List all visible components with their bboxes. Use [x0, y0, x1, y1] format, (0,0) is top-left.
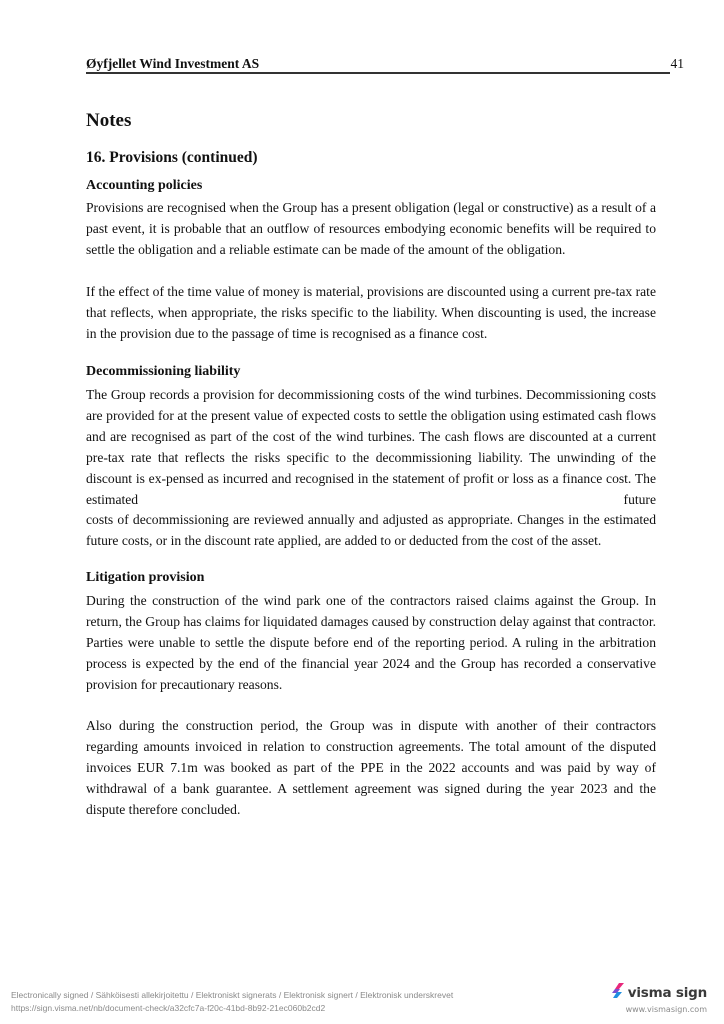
litigation-para-2: Also during the construction period, the Group was in dispute with another of their contractors regarding amounts invoiced in relation to construction agreements. The total amount of the disputed invoices EUR 7.1m was booked as part of the PPE in the 2022 accounts and was paid by way of withdrawal of a bank guarantee. A settlement agreement was signed during the year 2023 and the dispute therefore concluded.	[86, 718, 656, 817]
accounting-policies-para-1: Provisions are recognised when the Group has a present obligation (legal or constructive) as a result of a past event, it is probable that an outflow of resources embodying economic benefits will be required to settle the obligation and a reliable estimate can be made of the amount of the obligation.	[86, 200, 656, 257]
litigation-para-1: During the construction of the wind park one of the contractors raised claims against the Group. In return, the Group has claims for liquidated damages caused by construction delay against that contractor. Parties were unable to settle the dispute before end of the reporting period. A ruling in the arbitration process is expected by the end of the financial year 2024 and the Group has recorded a conservative provision for precautionary reasons.	[86, 593, 657, 692]
page-number: 41	[670, 56, 684, 71]
brand-url[interactable]: www.vismasign.com	[625, 1005, 707, 1014]
decommissioning-para-1: The Group records a provision for decommissioning costs of the wind turbines. Decommissioning costs are provided for at the present value of expected costs to settle the obligation using estimated cash flows and are recognised as part of the cost of the wind turbines. The cash flows are discounted at a current pre-tax rate that reflects the risks specific to the decommissioning liability. The unwinding of the discount is ex-pensed as incurred and recognised in the statement of profit or loss as a finance cost. The estimated future	[86, 387, 656, 507]
visma-sign-brand	[612, 983, 707, 1014]
decommissioning-heading: Decommissioning liability	[86, 364, 241, 379]
signed-notice: Electronically signed / Sähköisesti allekirjoitettu / Elektroniskt signerats / Elektronisk signert / Elektronisk underskrevet	[11, 990, 454, 1000]
visma-sign-logo-icon	[612, 983, 624, 1002]
section-title: 16. Provisions (continued)	[86, 149, 258, 166]
signature-footer	[11, 989, 453, 1015]
page-header	[86, 56, 684, 74]
header-rule	[86, 72, 670, 74]
litigation-heading: Litigation provision	[86, 570, 205, 585]
brand-name: visma sign	[627, 984, 707, 1001]
decommissioning-para-2: costs of decommissioning are reviewed annually and adjusted as appropriate. Changes in the estimated future costs, or in the discount rate applied, are added to or deducted from the cost of the asset.	[86, 512, 656, 548]
accounting-policies-heading: Accounting policies	[86, 178, 203, 193]
accounting-policies-para-2: If the effect of the time value of money is material, provisions are discounted using a current pre-tax rate that reflects, when appropriate, the risks specific to the liability. When discounting is used, the increase in the provision due to the passage of time is recognised as a finance cost.	[86, 284, 656, 341]
document-check-link[interactable]: https://sign.visma.net/nb/document-check/a32cfc7a-f20c-41bd-8b92-21ec060b2cd2	[11, 1003, 326, 1013]
notes-title: Notes	[86, 110, 132, 131]
company-name: Øyfjellet Wind Investment AS	[86, 56, 260, 71]
